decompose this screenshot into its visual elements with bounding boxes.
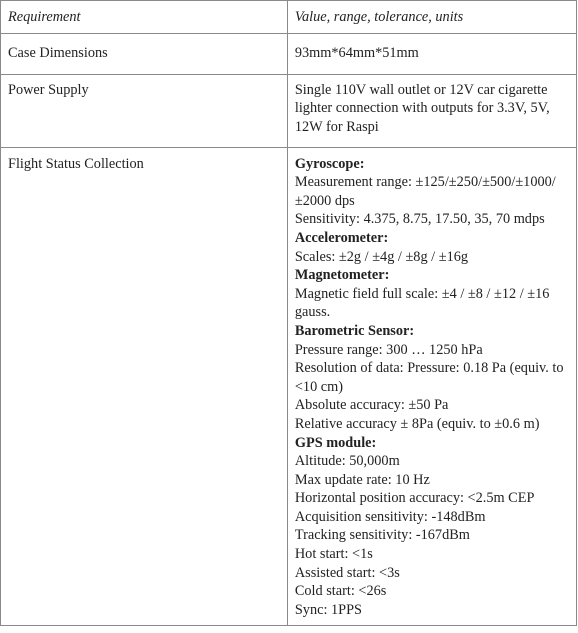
spec-line: Absolute accuracy: ±50 Pa bbox=[294, 397, 449, 414]
spec-line: Sensitivity: 4.375, 8.75, 17.50, 35, 70 mdps bbox=[294, 211, 545, 228]
header-requirement: Requirement bbox=[1, 1, 288, 34]
header-value: Value, range, tolerance, units bbox=[287, 1, 576, 34]
spec-line: Resolution of data: Pressure: 0.18 Pa (equiv. to <10 cm) bbox=[294, 360, 564, 395]
spec-line: Measurement range: ±125/±250/±500/±1000/±2000 dps bbox=[294, 174, 556, 209]
spec-line: Sync: 1PPS bbox=[294, 601, 363, 618]
section-heading-magnetometer: Magnetometer: bbox=[294, 267, 390, 284]
section-heading-barometric-sensor: Barometric Sensor: bbox=[294, 322, 415, 339]
value-cell: 93mm*64mm*51mm bbox=[287, 33, 576, 74]
table-row bbox=[1, 33, 577, 74]
spec-line: Relative accuracy ± 8Pa (equiv. to ±0.6 m) bbox=[294, 415, 540, 432]
requirement-cell: Power Supply bbox=[1, 74, 288, 147]
value-cell bbox=[287, 147, 576, 626]
spec-line: Scales: ±2g / ±4g / ±8g / ±16g bbox=[294, 248, 469, 265]
spec-line: Altitude: 50,000m bbox=[294, 453, 400, 470]
spec-line: Assisted start: <3s bbox=[294, 564, 400, 581]
requirement-cell: Flight Status Collection bbox=[1, 147, 288, 626]
requirement-cell: Case Dimensions bbox=[1, 33, 288, 74]
section-heading-gyroscope: Gyroscope: bbox=[294, 155, 365, 172]
spec-line: Cold start: <26s bbox=[294, 583, 387, 600]
spec-line: Magnetic field full scale: ±4 / ±8 / ±12 / ±16 gauss. bbox=[294, 285, 550, 321]
spec-line: Pressure range: 300 … 1250 hPa bbox=[294, 341, 483, 358]
section-heading-gps-module: GPS module: bbox=[294, 434, 377, 451]
spec-line: Hot start: <1s bbox=[294, 546, 373, 563]
value-cell: Single 110V wall outlet or 12V car cigarette lighter connection with outputs for 3.3V, 5V, 12W for Raspi bbox=[287, 74, 576, 147]
spec-line: Max update rate: 10 Hz bbox=[294, 471, 430, 488]
table-header-row bbox=[1, 1, 577, 34]
spec-line: Acquisition sensitivity: -148dBm bbox=[294, 508, 486, 525]
spec-line: Horizontal position accuracy: <2.5m CEP bbox=[294, 490, 535, 507]
table-row bbox=[1, 74, 577, 147]
spec-line: Tracking sensitivity: -167dBm bbox=[294, 527, 470, 544]
table-row bbox=[1, 147, 577, 626]
section-heading-accelerometer: Accelerometer: bbox=[294, 229, 389, 246]
